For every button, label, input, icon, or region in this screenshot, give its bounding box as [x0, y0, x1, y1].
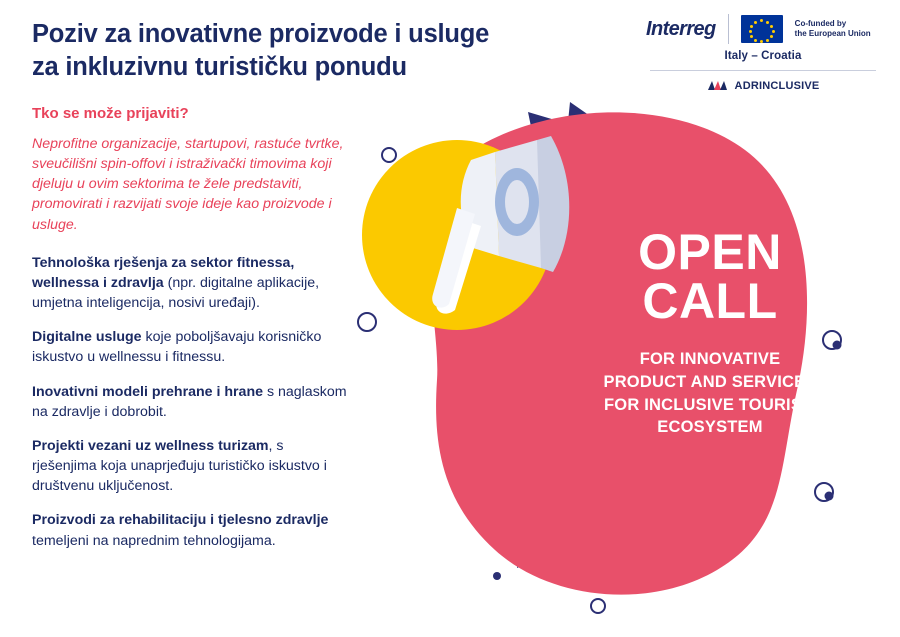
list-item — [32, 510, 352, 550]
open-call-line-2: CALL — [642, 273, 778, 329]
list-item — [32, 382, 352, 422]
open-call-subtitle — [560, 348, 860, 439]
list-item — [32, 253, 352, 313]
who-can-apply-heading: Tko se može prijaviti? — [32, 105, 189, 122]
list-item-lead: Projekti vezani uz wellness turizam — [32, 437, 269, 454]
logo-divider — [728, 14, 729, 44]
project-name-label: ADRINCLUSIVE — [734, 80, 820, 92]
list-item-lead: Inovativni modeli prehrane i hrane — [32, 383, 263, 400]
list-item-rest: s naglaskom na zdravlje i dobrobit. — [32, 383, 347, 420]
open-call-subtitle-line-4: ECOSYSTEM — [657, 418, 763, 437]
list-item-lead: Digitalne usluge — [32, 329, 142, 346]
open-call-artwork — [345, 60, 900, 637]
interreg-wordmark-text: Interreg — [646, 17, 716, 40]
list-item — [32, 327, 352, 367]
open-call-subtitle-line-3: FOR INCLUSIVE TOURISM — [604, 395, 816, 414]
list-item-rest: (npr. digitalne aplikacije, umjetna inteligencija, nosivi uređaji). — [32, 274, 320, 312]
page-title-line-1: Poziv za inovativne proizvode i usluge — [32, 20, 490, 48]
list-item-lead: Tehnološka rješenja za sektor fitnessa, wellnessa i zdravlja — [32, 254, 295, 291]
page-title-line-2: za inkluzivnu turističku ponudu — [32, 53, 407, 82]
eu-funding-text — [795, 19, 871, 39]
list-item-rest: , s rješenjima koja unaprjeđuju turističko iskustvo i društvenu uključenost. — [32, 437, 327, 495]
open-call-text-block — [560, 224, 860, 439]
list-item-rest: temeljeni na naprednim tehnologijama. — [32, 532, 276, 549]
list-item-rest: koje poboljšavaju korisničko iskustvo u wellnessu i fitnessu. — [32, 329, 322, 366]
eu-flag-icon — [741, 15, 783, 43]
eu-funding-line-1: Co-funded by — [794, 19, 847, 28]
open-call-subtitle-line-1: FOR INNOVATIVE — [639, 350, 781, 368]
list-item — [32, 436, 352, 496]
interreg-wordmark — [644, 18, 716, 41]
eu-funding-line-2: the European Union — [794, 29, 871, 38]
interreg-programme-label: Italy – Croatia — [724, 50, 802, 62]
list-item-lead: Proizvodi za rehabilitaciju i tjelesno zdravlje — [32, 512, 329, 529]
who-can-apply-body: Neprofitne organizacije, startupovi, rastuće tvrtke, sveučilišni spin-offovi i istraživački timovima koji djeluju u ovim sektorima te žele predstaviti, promovirati i razvijati svoje ideje kao proizvode i usluge. — [32, 136, 344, 233]
open-call-line-1: OPEN — [638, 224, 782, 280]
open-call-subtitle-line-2: PRODUCT AND SERVICES — [603, 372, 817, 391]
interreg-logo-row — [644, 14, 882, 44]
eligibility-section — [32, 105, 352, 565]
